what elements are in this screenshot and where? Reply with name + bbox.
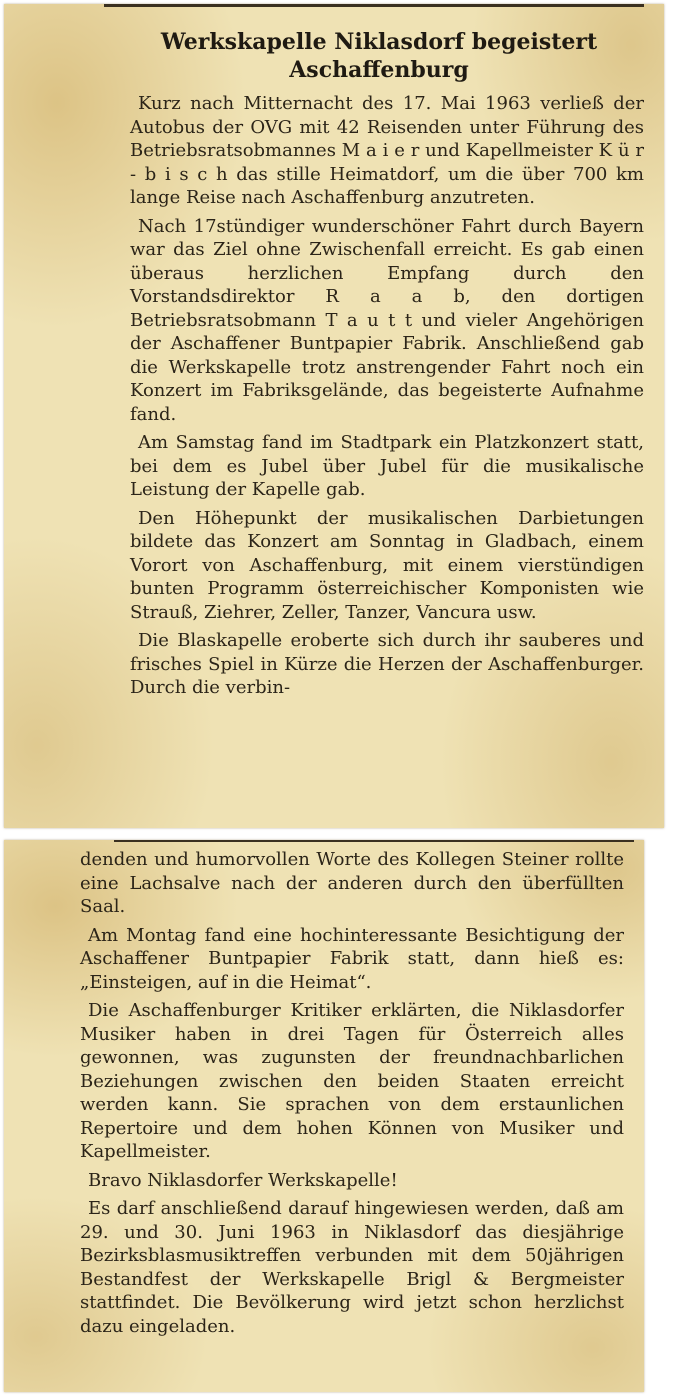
article-title: Werkskapelle Niklasdorf begeistert Aschaffenburg xyxy=(160,29,598,83)
newspaper-clipping-bottom xyxy=(4,840,644,1392)
paragraph: Bravo Niklasdorfer Werkskapelle! xyxy=(88,1169,398,1191)
header-rule xyxy=(104,4,644,7)
paragraph: Die Aschaffenburger Kritiker erklärten, die Niklasdorfer Musiker haben in drei Tagen für Österreich alles gewonnen, was zugunsten der freundnachbarlichen Beziehungen zwischen den beiden Staaten erreicht werden kann. Sie sprachen von dem erstaunlichen Repertoire und dem hohen Können von Musiker und Kapellmeister. xyxy=(80,1000,624,1162)
newspaper-clipping-top xyxy=(4,4,664,828)
paragraph: Es darf anschließend darauf hingewiesen werden, daß am 29. und 30. Juni 1963 in Niklasdorf das diesjährige Bezirksblasmusiktreffen verbunden mit dem 50jährigen Bestandfest der Werkskapelle Brigl & Bergmeister stattfindet. Die Bevölkerung wird jetzt schon herzlichst dazu eingeladen. xyxy=(80,1198,624,1337)
paragraph: Den Höhepunkt der musikalischen Darbietungen bildete das Konzert am Sonntag in Gladbach, einem Vorort von Aschaffenburg, mit einem vierstündigen bunten Programm österreichischer Komponisten wie Strauß, Ziehrer, Zeller, Tanzer, Vancura usw. xyxy=(130,507,644,623)
paragraph: Nach 17stündiger wunderschöner Fahrt durch Bayern war das Ziel ohne Zwischenfall erreicht. Es gab einen überaus herzlichen Empfang durch den Vorstandsdirektor R a a b, den dortigen Betriebsratsobmann T a u t t und vieler Angehörigen der Aschaffener Buntpapier Fabrik. Anschließend gab die Werkskapelle trotz anstrengender Fahrt noch ein Konzert im Fabriksgelände, das begeisterte Aufnahme fand. xyxy=(130,215,644,425)
paragraph: Kurz nach Mitternacht des 17. Mai 1963 verließ der Autobus der OVG mit 42 Reisenden unter Führung des Betriebsratsobmannes M a i e r und Kapellmeister K ü r - b i s c h das stille Heimatdorf, um die über 700 km lange Reise nach Aschaffenburg anzutreten. xyxy=(130,93,644,208)
article-column-top xyxy=(130,92,644,705)
paragraph: Am Samstag fand im Stadtpark ein Platzkonzert statt, bei dem es Jubel über Jubel für die musikalische Leistung der Kapelle gab. xyxy=(130,432,644,500)
cut-rule xyxy=(114,840,634,842)
paragraph: Am Montag fand eine hochinteressante Besichtigung der Aschaffener Buntpapier Fabrik statt, dann hieß es: „Einsteigen, auf in die Heimat“. xyxy=(80,924,624,993)
article-column-bottom xyxy=(80,848,624,1343)
paragraph: denden und humorvollen Worte des Kollegen Steiner rollte eine Lachsalve nach der anderen durch den überfüllten Saal. xyxy=(80,849,624,917)
paragraph: Die Blaskapelle eroberte sich durch ihr sauberes und frisches Spiel in Kürze die Herzen der Aschaffenburger. Durch die verbin- xyxy=(130,630,644,698)
